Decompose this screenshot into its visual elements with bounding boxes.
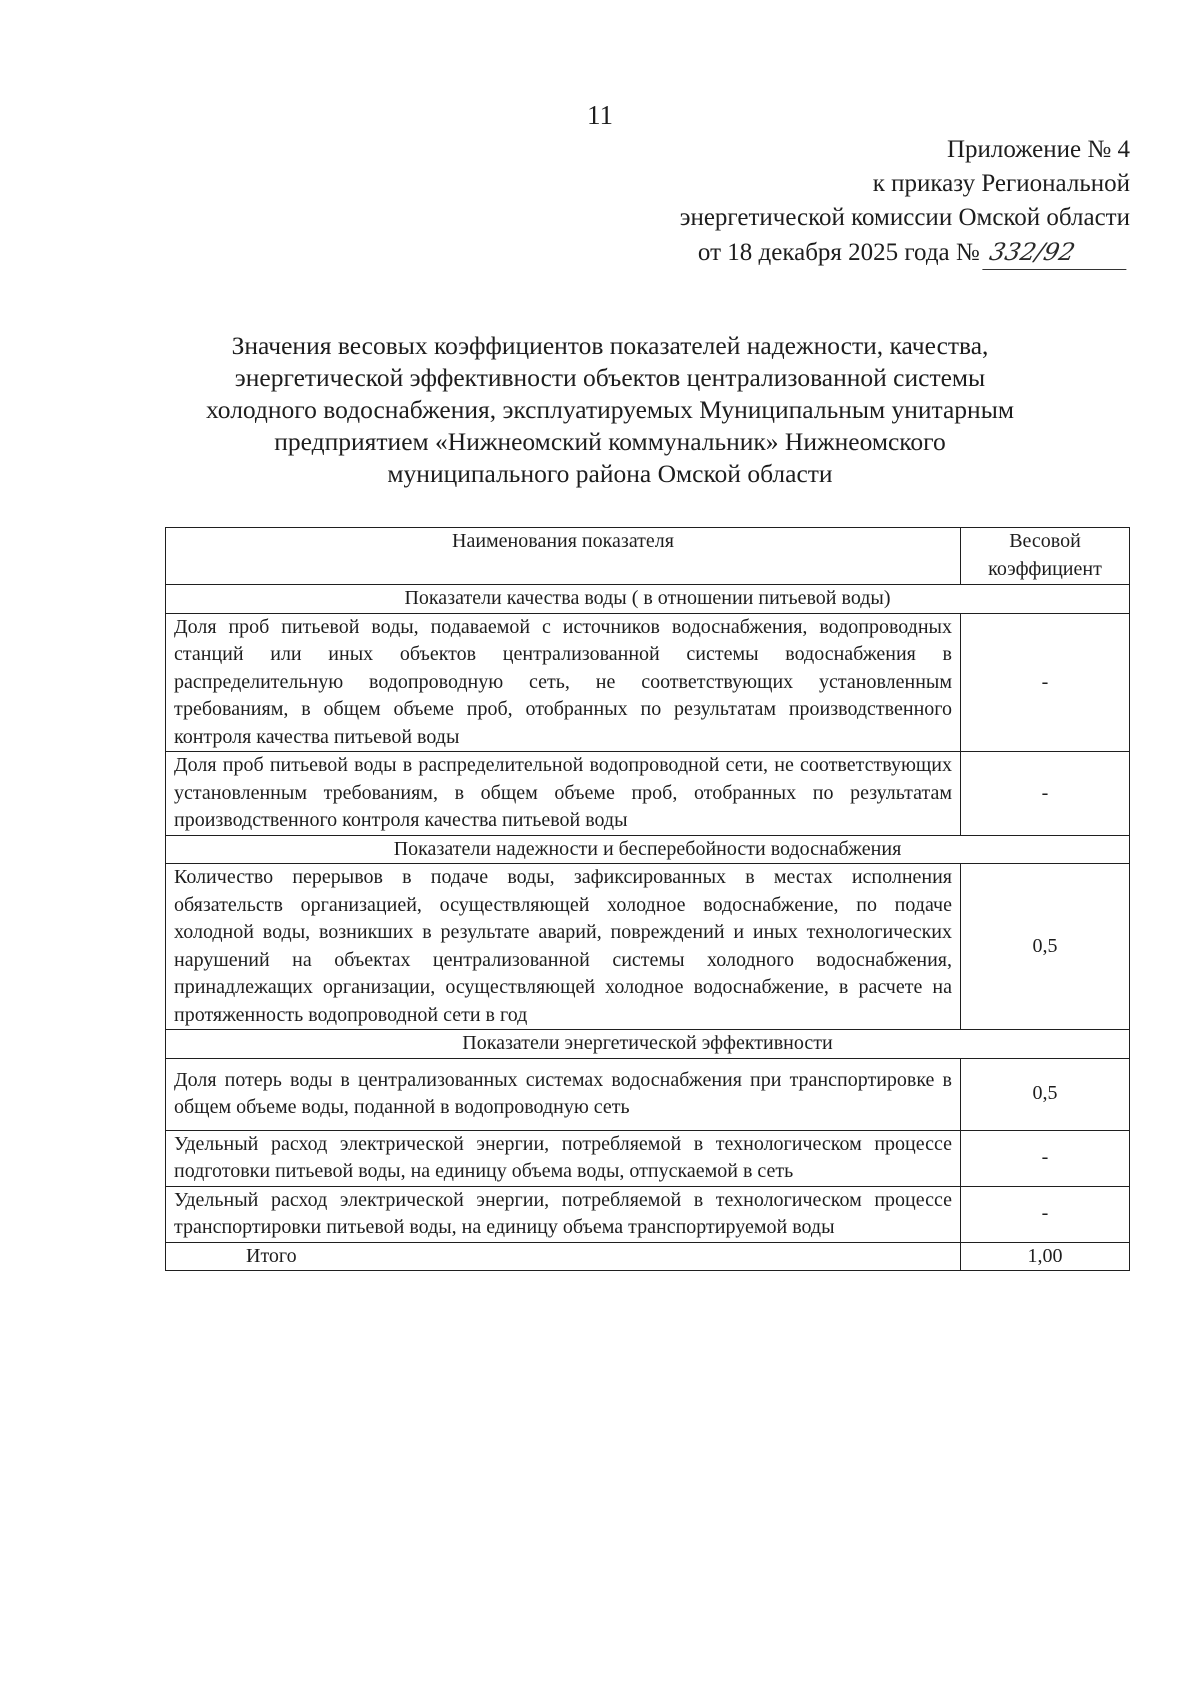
table-row <box>166 1058 1130 1130</box>
document-title <box>150 330 1070 490</box>
appendix-line: к приказу Региональной <box>872 170 1130 197</box>
total-label: Итого <box>166 1242 961 1271</box>
table-row <box>166 864 1130 1030</box>
appendix-line: энергетической комиссии Омской области <box>679 204 1130 231</box>
table-row <box>166 752 1130 836</box>
indicator-weight: - <box>961 1130 1130 1186</box>
indicator-name: Удельный расход электрической энергии, потребляемой в технологическом процессе подготовки питьевой воды, на единицу объема воды, отпускаемой в сеть <box>166 1130 961 1186</box>
indicator-weight: 0,5 <box>961 864 1130 1030</box>
table-row <box>166 1186 1130 1242</box>
indicator-name: Доля проб питьевой воды, подаваемой с источников водоснабжения, водопроводных станций или иных объектов централизованной системы водоснабжения в распределительную водопроводную сеть, не соответствующих установленным требованиям, в общем объеме проб, отобранных по результатам производственного контроля качества питьевой воды <box>166 613 961 752</box>
indicator-name: Количество перерывов в подаче воды, зафиксированных в местах исполнения обязательств организацией, осуществляющей холодное водоснабжение, по подаче холодной воды, возникших в результате аварий, повреждений и иных технологических нарушений на объектах централизованной системы холодного водоснабжения, принадлежащих организации, осуществляющей холодное водоснабжение, в расчете на протяженность водопроводной сети в год <box>166 864 961 1030</box>
order-date-line <box>570 235 1130 270</box>
title-line: холодного водоснабжения, эксплуатируемых Муниципальным унитарным <box>206 395 1014 424</box>
appendix-line: Приложение № 4 <box>946 136 1130 163</box>
section-row <box>166 1030 1130 1059</box>
table-row <box>166 1130 1130 1186</box>
page-number: 11 <box>587 100 613 130</box>
order-date: от 18 декабря 2025 года № <box>697 239 980 266</box>
table-row <box>166 613 1130 752</box>
title-line: Значения весовых коэффициентов показателей надежности, качества, <box>231 331 989 360</box>
table-header-row <box>166 528 1130 585</box>
indicator-name: Доля проб питьевой воды в распределительной водопроводной сети, не соответствующих установленным требованиям, в общем объеме проб, отобранных по результатам производственного контроля качества питьевой воды <box>166 752 961 836</box>
total-weight: 1,00 <box>961 1242 1130 1271</box>
section-row <box>166 835 1130 864</box>
title-line: муниципального района Омской области <box>387 459 833 488</box>
order-number-handwritten: 332/92 <box>982 235 1133 270</box>
indicator-name: Доля потерь воды в централизованных системах водоснабжения при транспортировке в общем объеме воды, поданной в водопроводную сеть <box>166 1058 961 1130</box>
indicator-weight: 0,5 <box>961 1058 1130 1130</box>
weights-table <box>165 527 1130 1271</box>
header-indicator-name: Наименования показателя <box>166 528 961 585</box>
indicator-name: Удельный расход электрической энергии, потребляемой в технологическом процессе транспортировки питьевой воды, на единицу объема транспортируемой воды <box>166 1186 961 1242</box>
title-line: энергетической эффективности объектов централизованной системы <box>234 363 986 392</box>
header-weight: Весовой коэффициент <box>961 528 1130 585</box>
total-row <box>166 1242 1130 1271</box>
section-title: Показатели энергетической эффективности <box>166 1030 1130 1059</box>
indicator-weight: - <box>961 613 1130 752</box>
indicator-weight: - <box>961 1186 1130 1242</box>
appendix-block <box>570 133 1130 270</box>
section-title: Показатели качества воды ( в отношении питьевой воды) <box>166 585 1130 614</box>
title-line: предприятием «Нижнеомский коммунальник» Нижнеомского <box>274 427 946 456</box>
section-title: Показатели надежности и бесперебойности водоснабжения <box>166 835 1130 864</box>
section-row <box>166 585 1130 614</box>
indicator-weight: - <box>961 752 1130 836</box>
